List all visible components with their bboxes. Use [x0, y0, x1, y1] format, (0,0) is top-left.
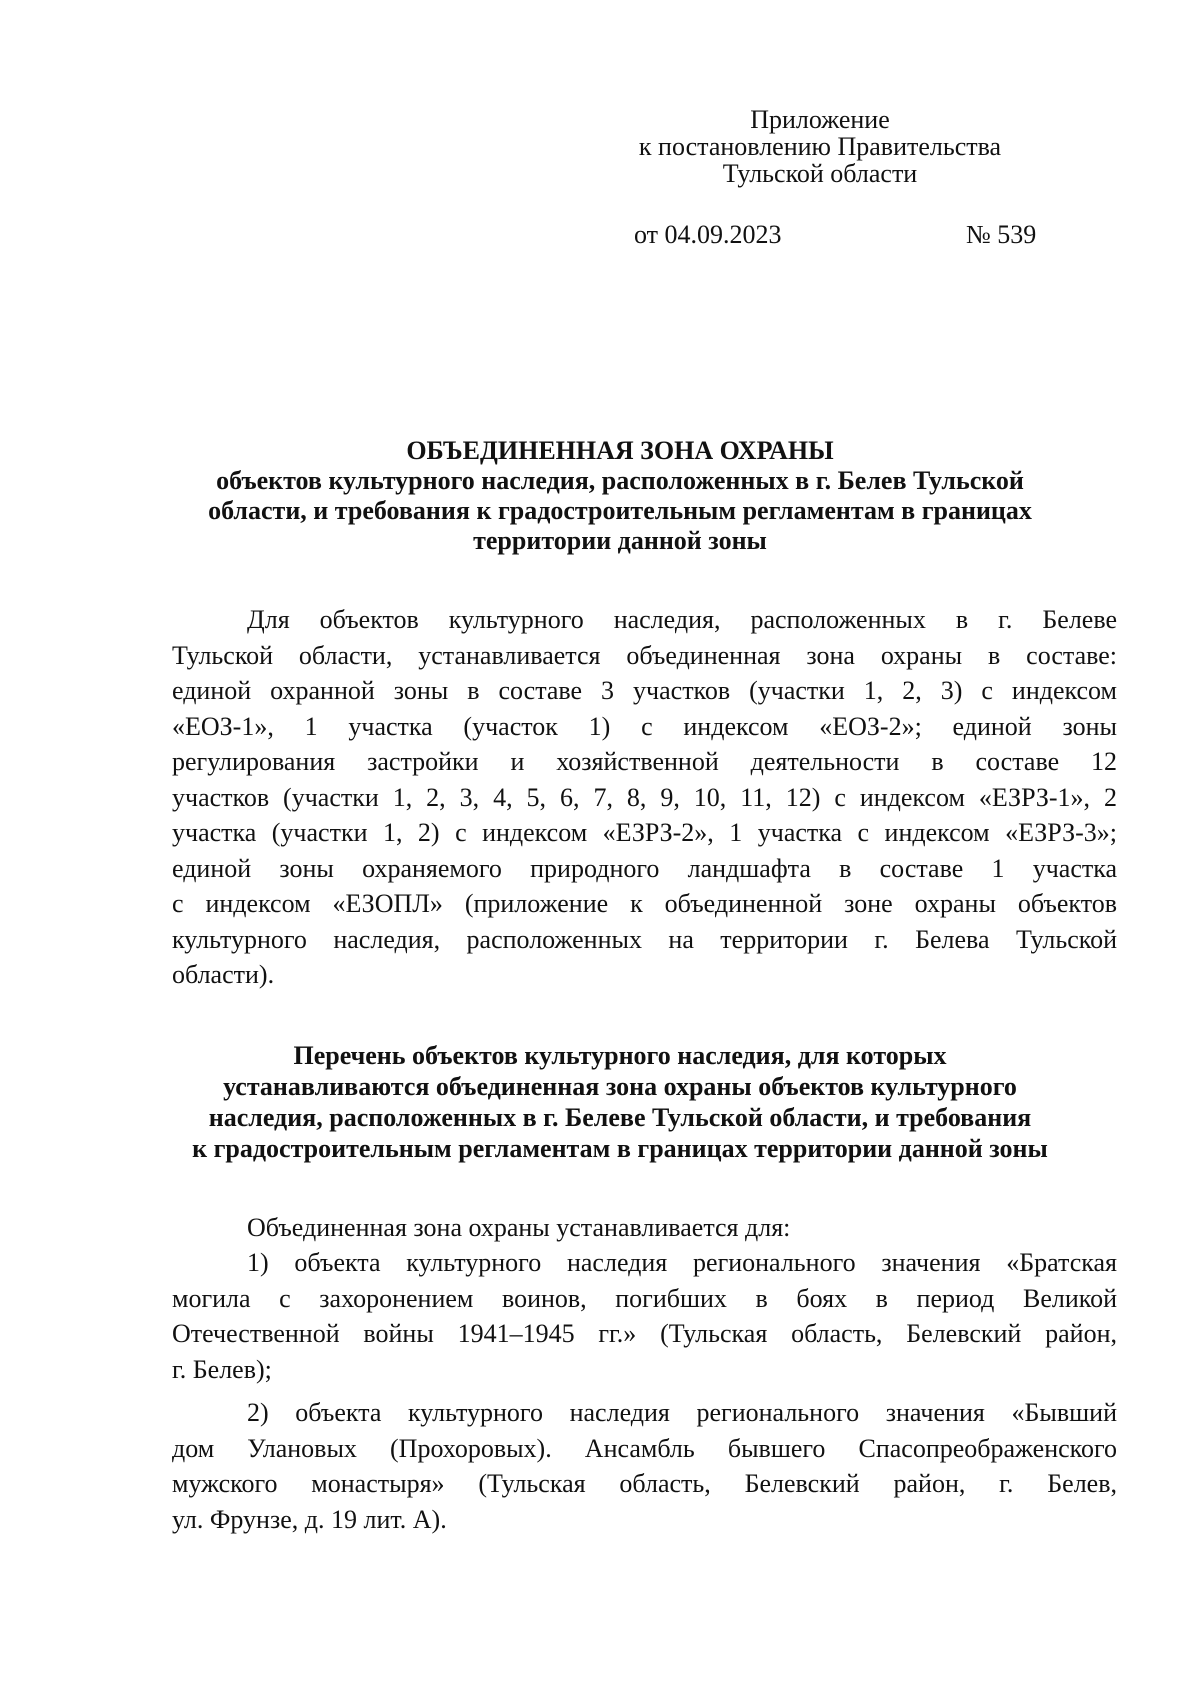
list-title-line: к градостроительным регламентам в границах территории данной зоны: [192, 1134, 1048, 1163]
appendix-line: Приложение: [750, 105, 890, 134]
list-item: [172, 1245, 1117, 1387]
appendix-line: Тульской области: [722, 159, 918, 188]
list-item-line: ул. Фрунзе, д. 19 лит. А).: [172, 1504, 447, 1534]
paragraph-line: области).: [172, 960, 275, 989]
paragraph-line: «ЕОЗ-1», 1 участка (участок 1) с индексом «ЕОЗ-2»; единой зоны: [172, 711, 1117, 741]
list-item-line: мужского монастыря» (Тульская область, Белевский район, г. Белев,: [172, 1469, 1117, 1498]
list-item: [172, 1395, 1117, 1537]
title-line: ОБЪЕДИНЕННАЯ ЗОНА ОХРАНЫ: [406, 436, 834, 465]
paragraph-line: единой зоны охраняемого природного ландшафта в составе 1 участка: [172, 853, 1117, 883]
list-item-line: Отечественной войны 1941–1945 гг.» (Тульская область, Белевский район,: [172, 1319, 1117, 1348]
resolution-number: № 539: [966, 220, 1037, 249]
title-line: территории данной зоны: [473, 526, 767, 555]
paragraph-line: единой охранной зоны в составе 3 участков (участки 1, 2, 3) с индексом: [172, 676, 1117, 705]
list-item-line: 2) объекта культурного наследия регионального значения «Бывший: [247, 1398, 1117, 1427]
paragraph-line: участка (участки 1, 2) с индексом «ЕЗРЗ-2», 1 участка с индексом «ЕЗРЗ-3»;: [172, 818, 1117, 847]
intro-paragraph: [172, 602, 1117, 993]
document-title: [160, 436, 1080, 556]
appendix-header: [580, 106, 1060, 187]
paragraph-line: культурного наследия, расположенных на территории г. Белева Тульской: [172, 924, 1117, 954]
paragraph-line: участков (участки 1, 2, 3, 4, 5, 6, 7, 8, 9, 10, 11, 12) с индексом «ЕЗРЗ-1», 2: [172, 782, 1117, 812]
paragraph-line: с индексом «ЕЗОПЛ» (приложение к объединенной зоне охраны объектов: [172, 889, 1117, 918]
list-item-line: г. Белев);: [172, 1354, 272, 1384]
list-title-line: наследия, расположенных в г. Белеве Тульской области, и требования: [208, 1103, 1032, 1132]
list-item-line: дом Улановых (Прохоровых). Ансамбль бывшего Спасопреображенского: [172, 1433, 1117, 1463]
list-title-line: устанавливаются объединенная зона охраны объектов культурного: [223, 1072, 1017, 1101]
paragraph-line: регулирования застройки и хозяйственной деятельности в составе 12: [172, 747, 1117, 776]
list-item-line: могила с захоронением воинов, погибших в боях в период Великой: [172, 1283, 1117, 1313]
title-line: объектов культурного наследия, расположенных в г. Белев Тульской: [216, 466, 1024, 495]
appendix-line: к постановлению Правительства: [638, 132, 1002, 161]
paragraph-line: Тульской области, устанавливается объединенная зона охраны в составе:: [172, 640, 1117, 670]
list-intro-line: Объединенная зона охраны устанавливается для:: [247, 1213, 791, 1242]
title-line: области, и требования к градостроительным регламентам в границах: [208, 496, 1032, 525]
list-title: [160, 1040, 1080, 1164]
list-intro-paragraph: [172, 1210, 1117, 1246]
paragraph-line: Для объектов культурного наследия, расположенных в г. Белеве: [247, 605, 1117, 634]
list-title-line: Перечень объектов культурного наследия, для которых: [293, 1041, 947, 1070]
resolution-date: от 04.09.2023: [634, 220, 782, 249]
list-item-line: 1) объекта культурного наследия регионального значения «Братская: [247, 1248, 1117, 1277]
